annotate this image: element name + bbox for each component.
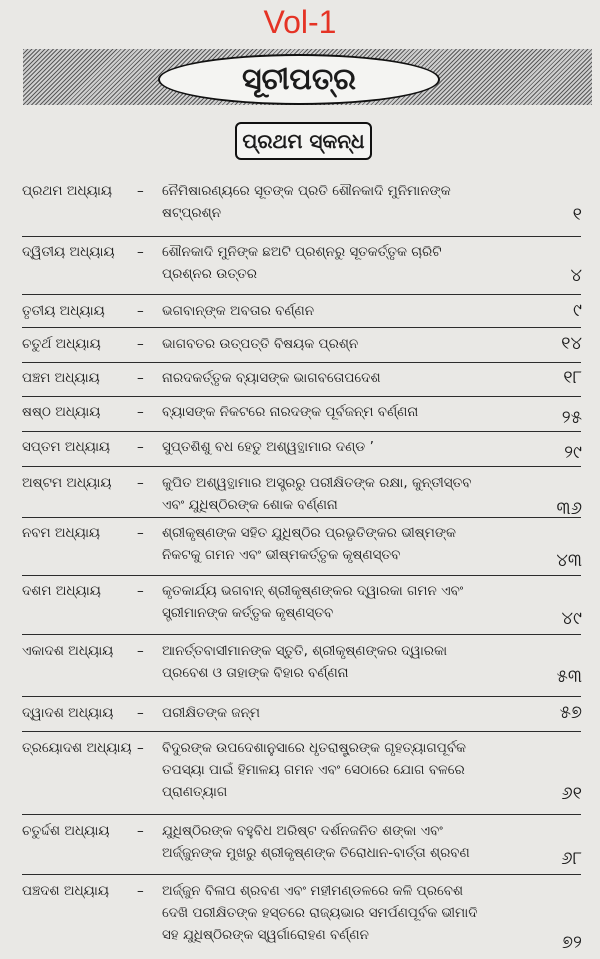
chapter-label: ତୃତୀୟ ଅଧ୍ୟାୟ [22,303,105,319]
dash: – [137,439,144,455]
dash: – [137,244,144,260]
page-number: ୧ [572,204,582,225]
dash: – [137,823,144,839]
divider [22,575,581,576]
chapter-description: ନାରଦକର୍ତ୍ତୃକ ବ୍ୟାସଙ୍କ ଭାଗବତୋପଦେଶ [162,370,381,386]
chapter-description: ଭଗବାନ୍‌ଙ୍କ ଅବତାର ବର୍ଣ୍ଣନ [162,303,315,319]
chapter-description: ବିଦୁରଙ୍କ ଉପଦେଶାନୁସାରେ ଧୃତରାଷ୍ଟ୍ରଙ୍କ ଗୃହତ୍ୟାଗପୂର୍ବକ ତପସ୍ୟା ପାଇଁ ହିମାଳୟ ଗମନ ଏବଂ ସେଠାରେ ଯୋଗ ବଳରେ ପ୍ରାଣତ୍ୟାଗ [162,740,467,800]
dash: – [137,475,144,491]
chapter-description: ଯୁଧିଷ୍ଠିରଙ୍କ ବହୁବିଧ ଅରିଷ୍ଟ ଦର୍ଶନଜନିତ ଶଙ୍କା ଏବଂ ଅର୍ଜ୍ଜୁନଙ୍କ ମୁଖରୁ ଶ୍ରୀକୃଷ୍ଣଙ୍କ ତିରୋଧାନ-ବାର୍ତ୍ତା ଶ୍ରବଣ [162,823,470,861]
divider [22,396,581,397]
chapter-label: ଅଷ୍ଟମ ଅଧ୍ୟାୟ [22,475,112,491]
dash: – [137,583,144,599]
page-number: ୪ [570,265,582,286]
volume-label: Vol-1 [263,4,337,40]
page-number: ୯ [573,300,582,321]
page-number: ୬୧ [561,783,582,804]
dash: – [137,740,144,756]
page-number: ୫୭ [559,702,582,723]
divider [22,431,581,432]
chapter-label: ଦ୍ୱାଦଶ ଅଧ୍ୟାୟ [22,705,114,721]
divider [22,517,581,518]
dash: – [137,404,144,420]
page-number: ୨୫ [561,407,582,428]
dash: – [137,643,144,659]
chapter-description: କୃତକାର୍ଯ୍ୟ ଭଗବାନ୍ ଶ୍ରୀକୃଷ୍ଣଙ୍କର ଦ୍ୱାରକା ଗମନ ଏବଂ ସ୍ତ୍ରୀମାନଙ୍କ କର୍ତ୍ତୃକ କୃଷ୍ଣସ୍ତବ [162,583,464,621]
chapter-description: ପରୀକ୍ଷିତଙ୍କ ଜନ୍ମ [162,705,260,721]
chapter-label: ନବମ ଅଧ୍ୟାୟ [22,525,101,541]
chapter-label: ପଞ୍ଚମ ଅଧ୍ୟାୟ [22,370,100,386]
chapter-label: ତ୍ରୟୋଦଶ ଅଧ୍ୟାୟ [22,740,132,756]
dash: – [137,370,144,386]
chapter-description: ଅର୍ଜ୍ଜୁନ ବିଳାପ ଶ୍ରବଣ ଏବଂ ମହୀମଣ୍ଡଳରେ କଳି ପ୍ରବେଶ ଦେଖି ପରୀକ୍ଷିତଙ୍କ ହସ୍ତରେ ରାଜ୍ୟଭାର ସମର୍ପଣପୂର୍ବକ ଭୀମାଦି ସହ ଯୁଧିଷ୍ଠିରଙ୍କ ସ୍ୱର୍ଗାରୋହଣ ବର୍ଣ୍ଣନ [162,883,478,943]
chapter-label: ଦ୍ୱିତୀୟ ଅଧ୍ୟାୟ [22,244,115,260]
page-number: ୨୯ [564,442,582,463]
chapter-description: ଶ୍ରୀକୃଷ୍ଣଙ୍କ ସହିତ ଯୁଧିଷ୍ଠିର ପ୍ରଭୃତିଙ୍କର ଭୀଷ୍ମଙ୍କ ନିକଟକୁ ଗମନ ଏବଂ ଭୀଷ୍ମକର୍ତ୍ତୃକ କୃଷ୍ଣସ୍ତବ [162,525,456,563]
divider [22,294,581,295]
page-number: ୪୩ [556,550,582,571]
divider [22,731,581,732]
chapter-label: ଚତୁର୍ଦ୍ଦଶ ଅଧ୍ୟାୟ [22,823,110,839]
chapter-description: କୁପିତ ଅଶ୍ୱତ୍ଥାମାର ଅସ୍ତ୍ରରୁ ପରୀକ୍ଷିତଙ୍କ ରକ୍ଷା, କୁନ୍ତୀସ୍ତବ ଏବଂ ଯୁଧିଷ୍ଠିରଙ୍କ ଶୋକ ବର୍ଣ୍ଣନା [162,475,472,513]
dash: – [137,525,144,541]
page-number: ୩୬ [556,498,582,519]
chapter-label: ପ୍ରଥମ ଅଧ୍ୟାୟ [22,183,112,199]
chapter-label: ଏକାଦଶ ଅଧ୍ୟାୟ [22,643,114,659]
dash: – [137,303,144,319]
page-number: ୬୮ [561,848,582,869]
page-number: ୪୯ [561,608,582,629]
divider [22,466,581,467]
page-title: ସୂଚୀପତ୍ର [158,54,440,105]
chapter-description: ନୈମିଷାରଣ୍ୟରେ ସୂତଙ୍କ ପ୍ରତି ଶୌନକାଦି ମୁନିମାନଙ୍କ ଷଟ୍‌ପ୍ରଶ୍ନ [162,183,451,221]
chapter-label: ଷଷ୍ଠ ଅଧ୍ୟାୟ [22,404,101,420]
dash: – [137,336,144,352]
divider [22,814,581,815]
page-number: ୫୩ [556,666,582,687]
divider [22,362,581,363]
chapter-label: ଚତୁର୍ଥ ଅଧ୍ୟାୟ [22,336,101,352]
divider [22,634,581,635]
divider [22,696,581,697]
divider [22,874,581,875]
chapter-description: ସୁପ୍ତଶିଶୁ ବଧ ହେତୁ ଅଶ୍ୱତ୍ଥାମାର ଦଣ୍ଡ ’ [162,439,374,455]
divider [22,236,581,237]
chapter-description: ଭାଗବତର ଉତ୍ପତ୍ତି ବିଷୟକ ପ୍ରଶ୍ନ [162,336,359,352]
chapter-description: ଶୌନକାଦି ମୁନିଙ୍କ ଛଅଟି ପ୍ରଶ୍ନରୁ ସୂତକର୍ତ୍ତୃକ ଚାରିଟି ପ୍ରଶ୍ନର ଉତ୍ତର [162,244,442,282]
dash: – [137,183,144,199]
dash: – [137,705,144,721]
dash: – [137,883,144,899]
divider [22,327,581,328]
page-number: ୧୮ [563,367,582,388]
chapter-description: ବ୍ୟାସଙ୍କ ନିକଟରେ ନାରଦଙ୍କ ପୂର୍ବଜନ୍ମ ବର୍ଣ୍ଣନା [162,404,419,420]
page-number: ୭୨ [562,932,582,953]
chapter-label: ଦଶମ ଅଧ୍ୟାୟ [22,583,101,599]
chapter-label: ପଞ୍ଚଦଶ ଅଧ୍ୟାୟ [22,883,110,899]
chapter-label: ସପ୍ତମ ଅଧ୍ୟାୟ [22,439,111,455]
section-subtitle: ପ୍ରଥମ ସ୍କନ୍ଧ [235,122,372,160]
chapter-description: ଆନର୍ତ୍ତବାସୀମାନଙ୍କ ସ୍ତୁତି, ଶ୍ରୀକୃଷ୍ଣଙ୍କର ଦ୍ୱାରକା ପ୍ରବେଶ ଓ ତାହାଙ୍କ ବିହାର ବର୍ଣ୍ଣନା [162,643,448,681]
page-number: ୧୪ [561,333,582,354]
